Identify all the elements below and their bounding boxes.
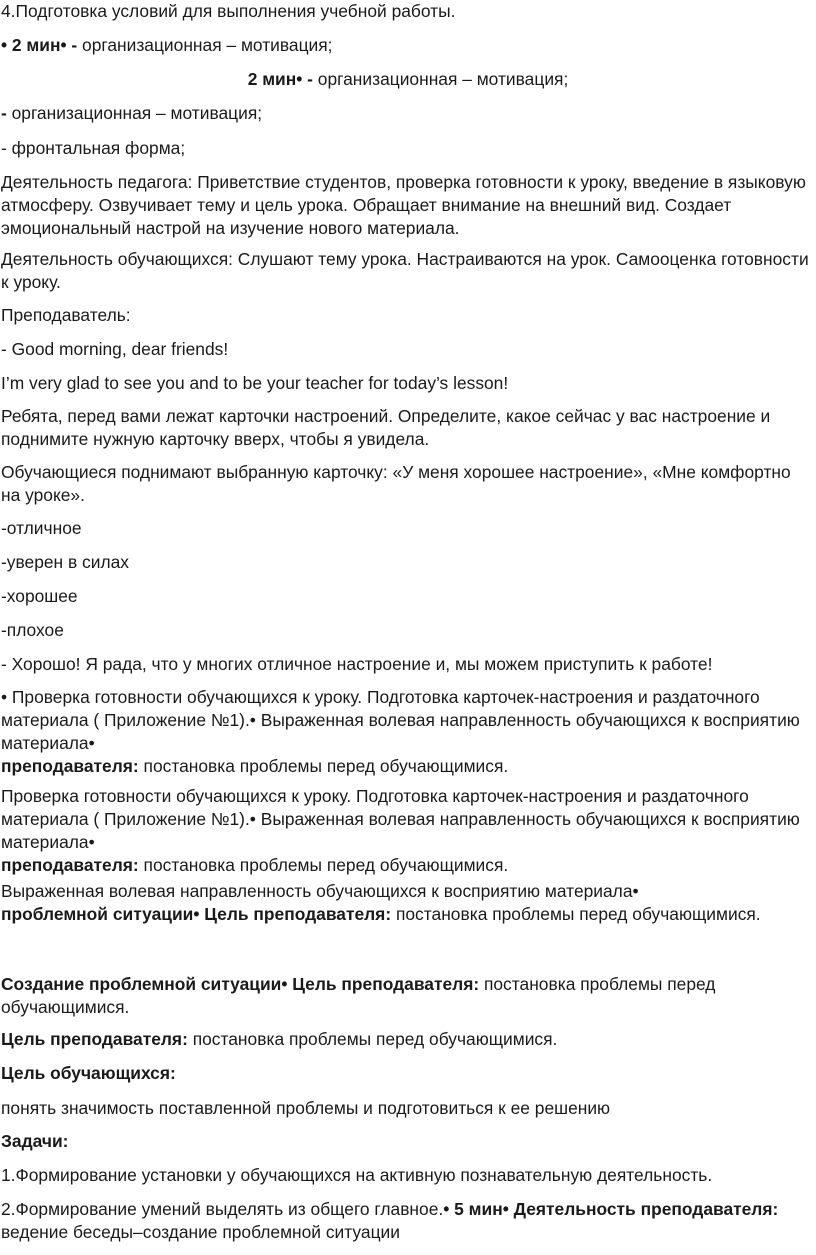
label-bold: • 5 мин• Деятельность преподавателя: <box>443 1199 779 1219</box>
timing-text: организационная – мотивация; <box>312 69 569 89</box>
label-bold: проблемной ситуации• Цель преподавателя: <box>1 904 392 924</box>
mood-option: -плохое <box>1 620 64 640</box>
readiness-paragraph <box>1 785 813 877</box>
readiness-paragraph <box>1 686 813 778</box>
readiness-text: • Проверка готовности обучающихся к уроку. Подготовка карточек-настроения и раздаточного материала ( Приложение №1).• Выраженная волевая направленность обучающихся к восприятию материала• <box>1 687 800 753</box>
section-heading: 4.Подготовка условий для выполнения учебной работы. <box>1 1 456 21</box>
goal-text: постановка проблемы перед обучающимися. <box>187 1029 558 1049</box>
student-activity: Деятельность обучающихся: Слушают тему урока. Настраиваются на урок. Самооценка готовности к уроку. <box>1 249 809 292</box>
teacher-reply: - Хорошо! Я рада, что у многих отличное настроение и, мы можем приступить к работе! <box>1 654 713 674</box>
mood-option: -хорошее <box>1 586 78 606</box>
goal-text: постановка проблемы перед обучающимися. <box>138 756 509 776</box>
goal-text: ведение беседы–создание проблемной ситуации <box>1 1222 400 1242</box>
timing-line <box>1 34 813 57</box>
teacher-activity: Деятельность педагога: Приветствие студентов, проверка готовности к уроку, введение в языковую атмосферу. Озвучивает тему и цель урока. Обращает внимание на внешний вид. Создает эмоциональный настрой на изучение нового материала. <box>1 172 806 238</box>
focus-paragraph <box>1 880 813 926</box>
timing-bold: 2 мин• - <box>247 69 313 89</box>
label-bold: Цель обучающихся: <box>1 1063 176 1083</box>
mood-option: -отличное <box>1 518 82 538</box>
students-response: Обучающиеся поднимают выбранную карточку: «У меня хорошее настроение», «Мне комфортно на уроке». <box>1 462 791 505</box>
readiness-text: Проверка готовности обучающихся к уроку. Подготовка карточек-настроения и раздаточного материала ( Приложение №1).• Выраженная волевая направленность обучающихся к восприятию материала• <box>1 786 800 852</box>
form-line: - фронтальная форма; <box>1 138 186 158</box>
task-item <box>1 1198 813 1244</box>
label-bold: Задачи: <box>1 1131 69 1151</box>
students-goal-text: понять значимость поставленной проблемы и подготовиться к ее решению <box>1 1098 611 1118</box>
problem-paragraph <box>1 973 813 1019</box>
goal-text: постановка проблемы перед обучающимися. <box>138 855 509 875</box>
label-bold: преподавателя: <box>1 756 139 776</box>
timing-text: организационная – мотивация; <box>77 35 333 55</box>
form-text: организационная – мотивация; <box>6 103 263 123</box>
timing-line-centered <box>0 68 816 91</box>
goal-text: постановка проблемы перед обучающимися. <box>391 904 761 924</box>
greeting-line: I’m very glad to see you and to be your teacher for today’s lesson! <box>1 373 509 393</box>
label-bold: Создание проблемной ситуации• Цель преподавателя: <box>1 974 480 994</box>
mood-option: -уверен в силах <box>1 552 129 572</box>
teacher-label: Преподаватель: <box>1 305 131 325</box>
instruction-paragraph: Ребята, перед вами лежат карточки настроений. Определите, какое сейчас у вас настроение и поднимите нужную карточку вверх, чтобы я увидела. <box>1 406 771 449</box>
focus-text: Выраженная волевая направленность обучающихся к восприятию материала• <box>1 881 639 901</box>
greeting-line: - Good morning, dear friends! <box>1 339 229 359</box>
label-bold: Цель преподавателя: <box>1 1029 188 1049</box>
label-bold: преподавателя: <box>1 855 139 875</box>
task-item: 1.Формирование установки у обучающихся на активную познавательную деятельность. <box>1 1165 713 1185</box>
timing-bold: • 2 мин• - <box>1 35 78 55</box>
task-text: 2.Формирование умений выделять из общего главное. <box>1 1199 444 1219</box>
dash-bold: - <box>1 103 7 123</box>
teacher-goal <box>1 1028 813 1051</box>
students-goal-label <box>1 1062 813 1085</box>
form-line <box>1 102 813 125</box>
tasks-label <box>1 1130 813 1153</box>
goal-text: постановка проблемы перед обучающимися. <box>1 974 716 1017</box>
